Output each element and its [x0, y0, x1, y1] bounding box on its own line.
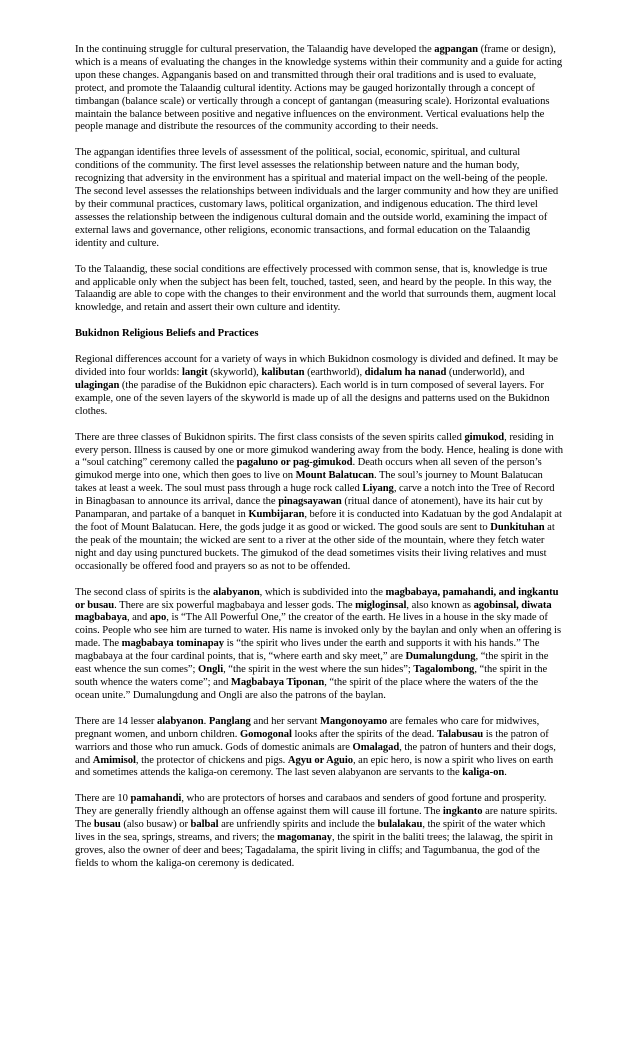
bold-term: kalibutan: [261, 367, 305, 379]
bold-term: Dunkituhan: [490, 522, 545, 533]
text-run: . There are six powerful magbabaya and lesser gods. The: [114, 599, 356, 611]
text-run: , carve a notch into the Tree of Record in Binagbasan to announce its arrival, dance the: [75, 483, 555, 508]
text-run: , the spirit in the baliti trees; the lalawag, the spirit in groves, also the owner of deer and bees; Tagadalama, the spirit living in cliffs; and Tagumbanua, the god of the fields to whom the kaliga-on ceremony is dedicated.: [75, 832, 553, 869]
text-run: , residing in every person. Illness is caused by one or more gimukod wandering away from the body. Hence, healing is done with a “soul catching” ceremony called the: [75, 431, 563, 469]
text-run: There are 14 lesser: [75, 715, 157, 727]
text-run: (underworld), and: [446, 367, 525, 379]
text-run: , which is subdivided into the: [259, 586, 386, 598]
text-run: Regional differences account for a variety of ways in which Bukidnon cosmology is divided and defined. It may be divided into four worlds:: [75, 354, 558, 379]
text-run: at the peak of the mountain; the wicked are sent to a river at the other side of the mountain, where they fetch water night and day using punctured buckets. The gimukod of the dead sometimes visits their living relatives and must occasionally be offered food and prayers so as not to be offended.: [75, 522, 555, 572]
document-page: [75, 44, 563, 884]
text-run: , “the spirit in the south whence the waters come”; and: [75, 664, 548, 688]
bold-term: magbabaya, pamahandi, and ingkantu or busau: [75, 586, 559, 611]
text-run: . Death occurs when all seven of the person’s gimukod merge into one, which then goes to live on: [75, 457, 542, 482]
bold-term: Kumbijaran: [248, 509, 305, 521]
bold-term: Mangonoyamo: [319, 715, 388, 727]
bold-term: Agyu or Aguio: [287, 754, 353, 766]
bold-term: ulagingan: [75, 379, 120, 391]
bold-term: Tagalombong: [413, 664, 475, 676]
text-run: In the continuing struggle for cultural preservation, the Talaandig have developed the: [75, 44, 435, 55]
text-run: (also busaw) or: [120, 819, 191, 831]
bold-term: Panglang: [208, 715, 251, 727]
paragraph: [75, 264, 563, 316]
text-run: is the patron of warriors and those who run amuck. Gods of domestic animals are: [75, 728, 549, 753]
text-run: (earthworld),: [304, 367, 365, 379]
bold-term: Gomogonal: [239, 728, 292, 740]
text-run: are females who care for midwives, pregnant women, and unborn children.: [75, 715, 540, 740]
bold-term: migloginsal: [355, 599, 407, 611]
bold-term: gimukod: [464, 431, 505, 443]
text-run: .: [203, 715, 209, 727]
bold-term: Dumalungdung: [405, 651, 476, 663]
text-run: There are 10: [75, 793, 131, 805]
text-run: is “the spirit who lives under the earth and supports it with his hands.” The magbabaya at the four cardinal points, that is, “where earth and sky meet,” are: [75, 638, 540, 663]
beliefs-section: [75, 354, 563, 871]
bold-term: agpangan: [434, 44, 478, 55]
text-run: , “the spirit of the place where the waters of the the ocean unite.” Dumalungdung and Ongli are also the patrons of the baylan.: [75, 676, 538, 701]
bold-term: busau: [93, 819, 121, 831]
text-run: , “the spirit in the west where the sun hides”;: [223, 664, 414, 676]
text-run: , “the spirit in the east whence the sun comes”;: [75, 651, 549, 676]
bold-term: langit: [181, 367, 208, 379]
bold-term: pagaluno or pag-gimukod: [236, 457, 353, 469]
bold-term: Ongli: [198, 664, 224, 676]
bold-term: didalum ha nanad: [364, 367, 447, 379]
text-run: , before it is conducted into Kadatuan by the god Andalapit at the foot of Mount Balatucan. Here, the gods judge it as good or wicked. The good souls are sent to: [75, 509, 562, 533]
bold-term: Liyang: [362, 483, 394, 495]
bold-term: Magbabaya Tiponan: [230, 676, 325, 688]
text-run: and her servant: [250, 715, 320, 727]
text-run: There are three classes of Bukidnon spirits. The first class consists of the seven spirits called: [75, 431, 465, 443]
text-run: , an epic hero, is now a spirit who lives on earth and sometimes attends the kaliga-on ceremony. The last seven alabyanon are servants to the: [75, 754, 554, 779]
bold-term: apo: [149, 612, 167, 624]
text-run: (skyworld),: [207, 367, 262, 379]
bold-term: alabyanon: [213, 586, 260, 598]
bold-term: magbabaya tominapay: [121, 638, 225, 650]
bold-term: Amimisol: [92, 754, 136, 766]
bold-term: kaliga-on: [462, 767, 505, 779]
bold-term: balbal: [190, 819, 219, 831]
text-run: , also known as: [406, 599, 474, 611]
paragraph: [75, 354, 563, 419]
text-run: .: [504, 767, 507, 779]
text-run: , is “The All Powerful One,” the creator of the earth. He lives in a house in the sky made of coins. People who see him are turned to water. His name is invoked only by the baylan and only when an offering is made. The: [75, 612, 562, 650]
bold-term: Talabusau: [436, 728, 484, 740]
section-heading: Bukidnon Religious Beliefs and Practices: [75, 328, 259, 340]
bold-term: Mount Balatucan: [295, 470, 374, 482]
bold-term: pamahandi: [130, 793, 182, 805]
text-run: The second class of spirits is the: [75, 586, 214, 598]
text-run: To the Talaandig, these social conditions are effectively processed with common sense, that is, knowledge is true and applicable only when the subject has been felt, touched, tasted, seen, and heard by the people. In this way, the Talaandig are able to cope with the changes to their environment and the world that surrounds them, augment local knowledge, and retain and assert their own culture and identity.: [75, 263, 557, 314]
paragraph: [75, 716, 563, 781]
text-run: , and: [126, 612, 150, 624]
text-run: (the paradise of the Bukidnon epic characters). Each world is in turn composed of several layers. For example, one of the seven layers of the skyworld is made up of all the designs and patterns used on the Bukidnon clothes.: [75, 379, 550, 417]
bold-term: ingkanto: [442, 806, 483, 818]
paragraph: [75, 432, 563, 574]
text-run: , the spirit of the water which lives in the sea, springs, streams, and rivers; the: [75, 819, 546, 844]
text-run: , the protector of chickens and pigs.: [135, 754, 288, 766]
intro-section: [75, 44, 563, 315]
paragraph: [75, 793, 563, 870]
text-run: . The soul’s journey to Mount Balatucan takes at least a week. The soul must pass through a huge rock called: [75, 470, 543, 495]
bold-term: alabyanon: [156, 715, 204, 727]
text-run: , the patron of hunters and their dogs, and: [75, 741, 556, 766]
paragraph: [75, 44, 563, 134]
bold-term: pinagsayawan: [278, 496, 342, 508]
text-run: are unfriendly spirits and include the: [218, 819, 378, 831]
text-run: The agpangan identifies three levels of assessment of the political, social, economic, spiritual, and cultural conditions of the community. The first level assesses the relationship between nature and the human body, recognizing that adversity in the environment has a spiritual and material impact on the well-being of the people. The second level assesses the relationships between individuals and the larger community and how they are unified by their communal practices, customary laws, political organization, and indigenous education. The third level assesses the relationship between the indigenous cultural domain and the outside world, examining the impact of external laws and governance, other religions, economic transactions, and formal education on the Talaandig identity and culture.: [75, 147, 559, 249]
bold-term: magomanay: [277, 832, 333, 844]
bold-term: bulalakau: [377, 819, 423, 831]
text-run: looks after the spirits of the dead.: [291, 728, 437, 740]
text-run: are nature spirits. The: [75, 806, 558, 831]
text-run: (ritual dance of atonement), have its hair cut by Panamparan, and partake of a banquet in: [75, 496, 543, 521]
paragraph: [75, 587, 563, 703]
text-run: , who are protectors of horses and carabaos and senders of good fortune and prosperity. They are generally friendly although an offense against them will cause ill fortune. The: [75, 793, 547, 818]
paragraph: [75, 147, 563, 250]
bold-term: Omalagad: [352, 741, 400, 753]
bold-term: agobinsal, diwata magbabaya: [75, 599, 552, 624]
text-run: (frame or design), which is a means of evaluating the changes in the knowledge systems within their community and a guide for acting upon these changes. Agpanganis based on and transmitted through their oral traditions and is used to evaluate, protect, and promote the Talaandig cultural identity. Actions may be gauged horizontally through a concept of timbangan (balance scale) or vertically through a concept of gantangan (measuring scale). Horizontal evaluations maintain the balance between positive and negative influences on the environment. Vertical evaluations help the people manage and distribute the resources of the community according to their needs.: [75, 44, 563, 133]
